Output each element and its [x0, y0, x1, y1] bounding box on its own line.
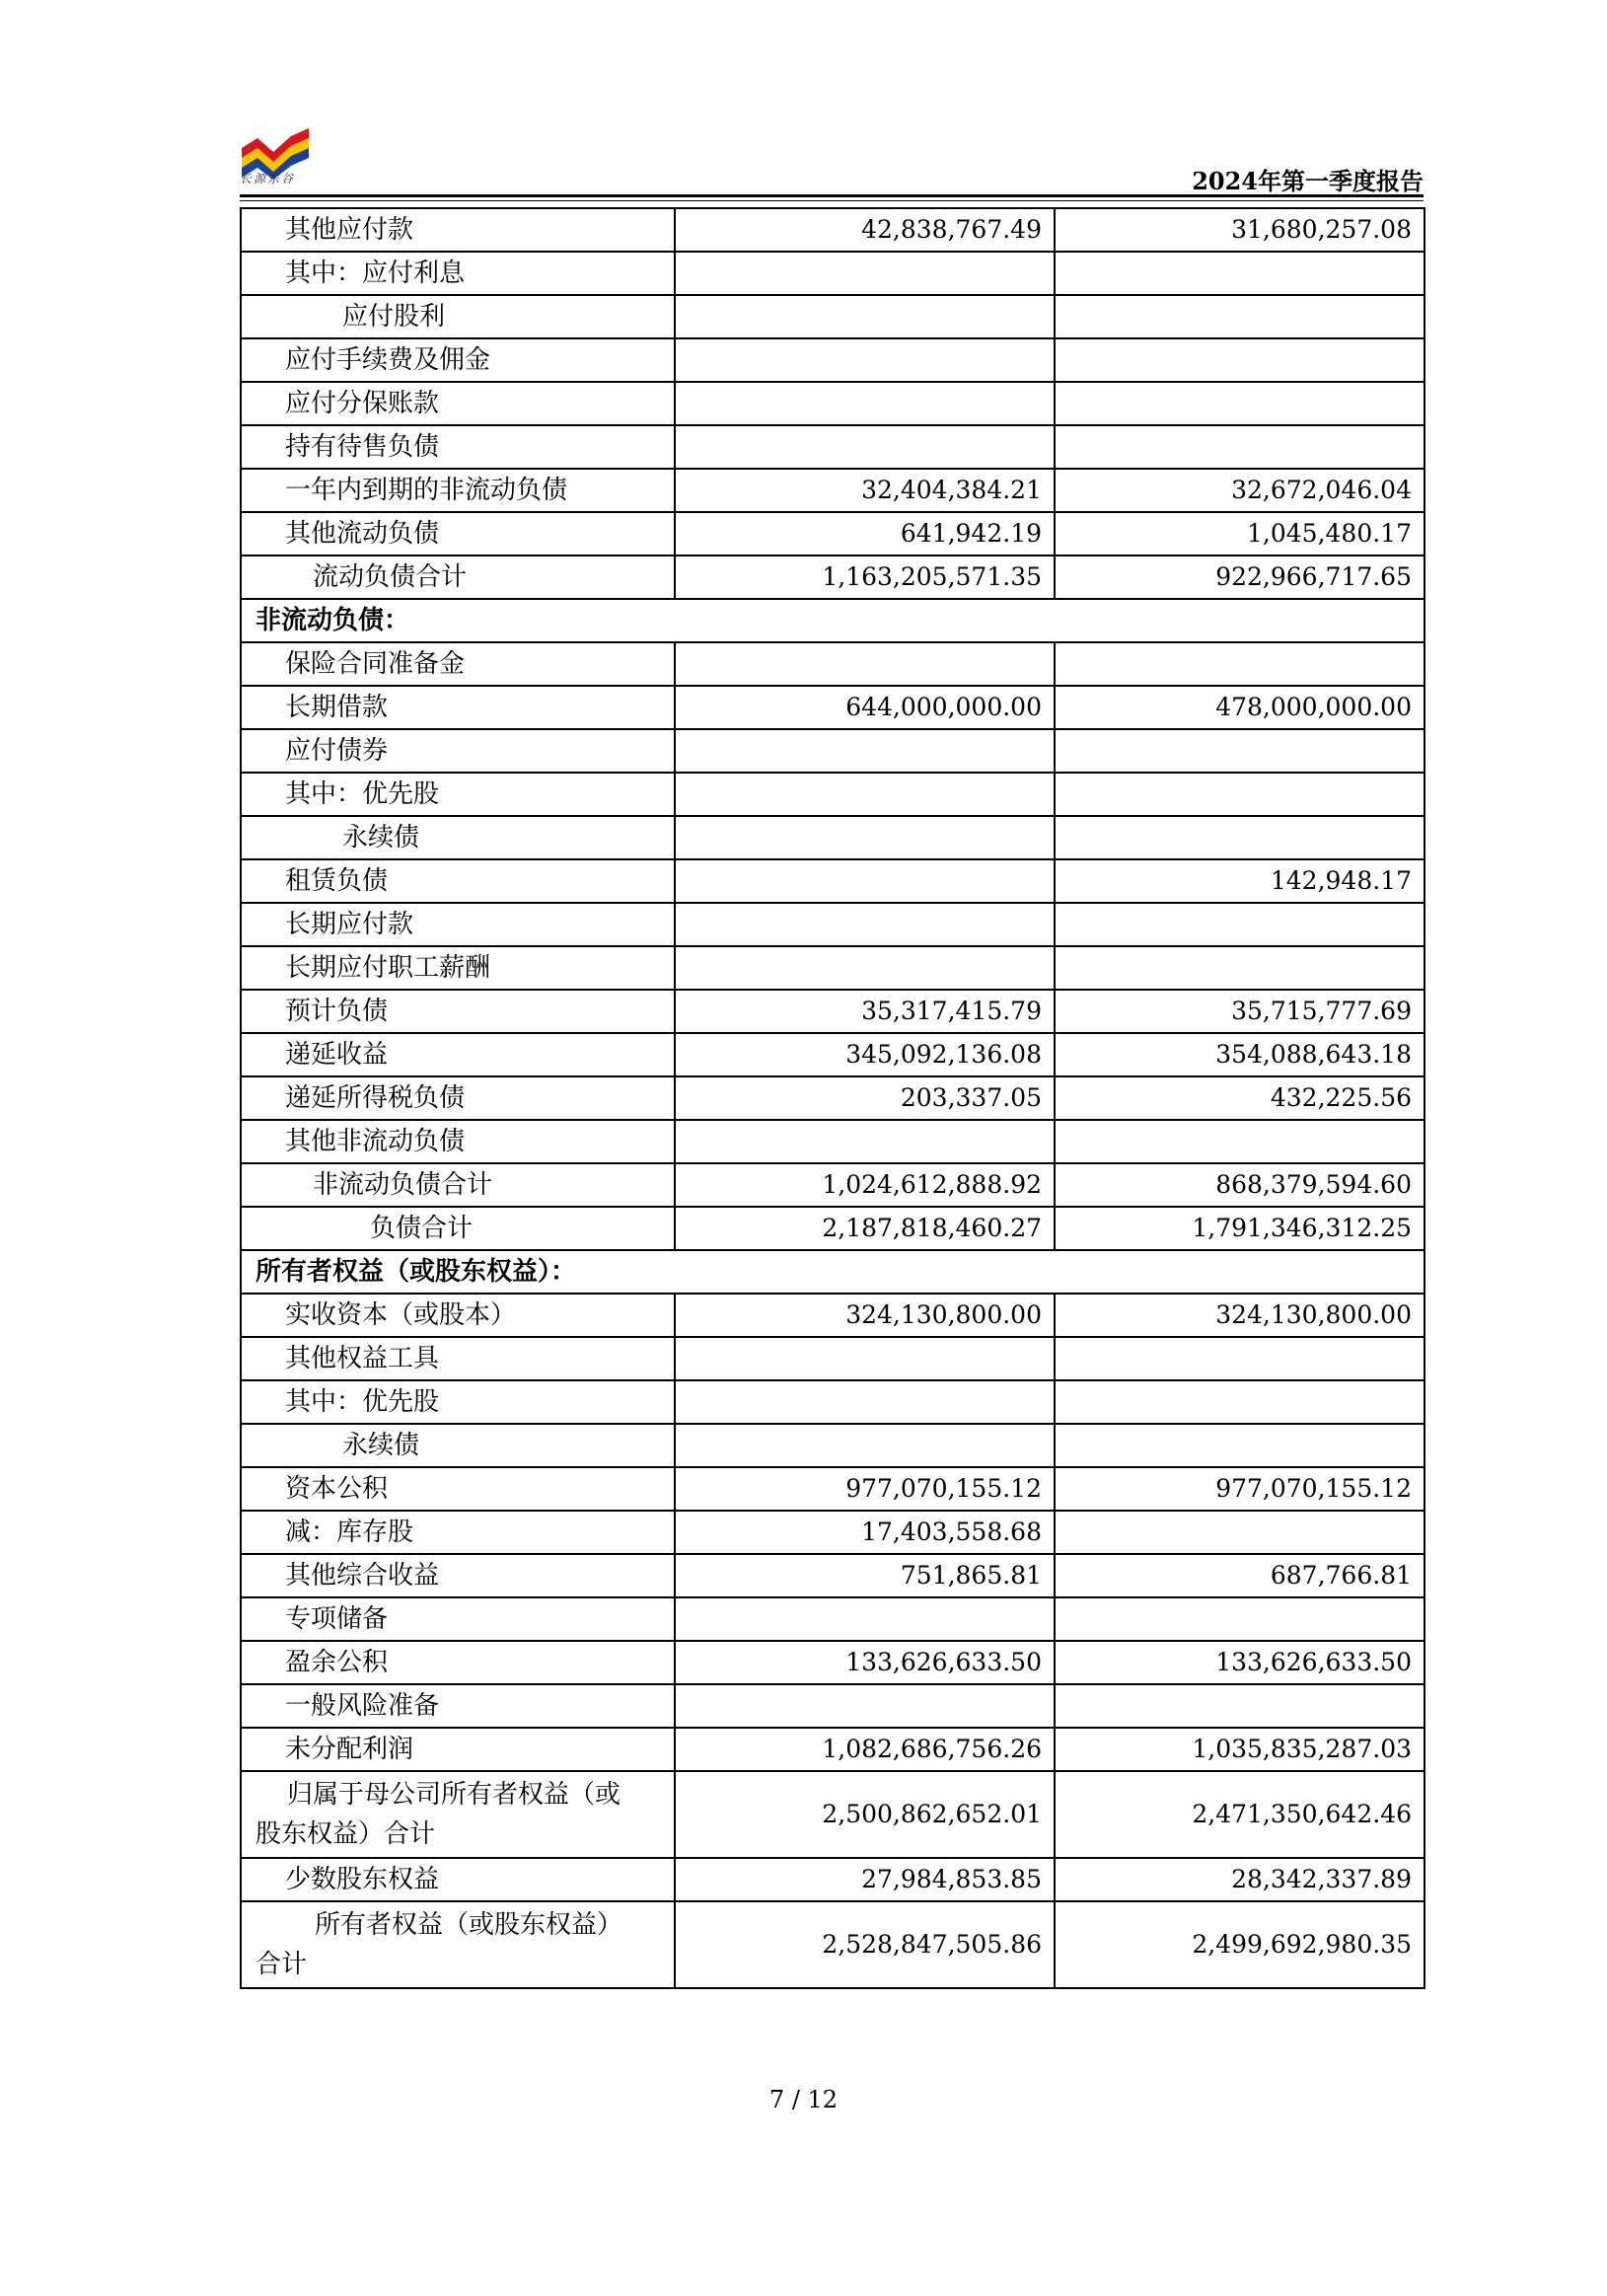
current-period-value: [675, 252, 1055, 295]
prior-period-value: 432,225.56: [1055, 1076, 1424, 1120]
section-row: [241, 599, 1424, 642]
item-label-line2: 合计: [256, 1950, 308, 1979]
item-label: [241, 1771, 675, 1858]
item-label: 预计负债: [241, 990, 675, 1033]
item-label: 应付分保账款: [241, 382, 675, 425]
prior-period-value: 478,000,000.00: [1055, 686, 1424, 729]
current-period-value: [675, 1597, 1055, 1641]
table-row: [241, 859, 1424, 903]
table-row: [241, 1033, 1424, 1076]
item-label: 长期应付职工薪酬: [241, 946, 675, 990]
prior-period-value: 977,070,155.12: [1055, 1467, 1424, 1511]
prior-period-value: [1055, 903, 1424, 946]
item-label-line2: 股东权益）合计: [256, 1819, 436, 1849]
table-row: [241, 1728, 1424, 1771]
table-row: [241, 773, 1424, 816]
prior-period-value: 28,342,337.89: [1055, 1858, 1424, 1901]
prior-period-value: [1055, 1337, 1424, 1380]
item-label: 减：库存股: [241, 1511, 675, 1554]
current-period-value: [675, 1424, 1055, 1467]
item-label: 其他权益工具: [241, 1337, 675, 1380]
prior-period-value: [1055, 425, 1424, 469]
prior-period-value: 1,035,835,287.03: [1055, 1728, 1424, 1771]
table-row: [241, 1467, 1424, 1511]
current-period-value: 133,626,633.50: [675, 1641, 1055, 1684]
prior-period-value: 868,379,594.60: [1055, 1163, 1424, 1207]
table-row: [241, 1380, 1424, 1424]
item-label: 未分配利润: [241, 1728, 675, 1771]
table-row: [241, 729, 1424, 773]
prior-period-value: [1055, 1597, 1424, 1641]
prior-period-value: 922,966,717.65: [1055, 555, 1424, 599]
table-row: [241, 425, 1424, 469]
item-label: 长期借款: [241, 686, 675, 729]
item-label: 少数股东权益: [241, 1858, 675, 1901]
prior-period-value: 354,088,643.18: [1055, 1033, 1424, 1076]
prior-period-value: [1055, 816, 1424, 859]
item-label: 实收资本（或股本）: [241, 1294, 675, 1337]
section-heading: 非流动负债：: [241, 599, 1424, 642]
table-row: [241, 469, 1424, 512]
item-label: 递延所得税负债: [241, 1076, 675, 1120]
item-label: 递延收益: [241, 1033, 675, 1076]
item-label: 应付手续费及佣金: [241, 338, 675, 382]
item-label: 非流动负债合计: [241, 1163, 675, 1207]
table-row: [241, 1337, 1424, 1380]
table-row: [241, 1771, 1424, 1858]
table-row: [241, 686, 1424, 729]
table-row: [241, 903, 1424, 946]
table-row: [241, 1207, 1424, 1250]
item-label: 其中：优先股: [241, 773, 675, 816]
header-rule: [240, 194, 1424, 201]
current-period-value: [675, 425, 1055, 469]
table-row: [241, 1858, 1424, 1901]
current-period-value: 27,984,853.85: [675, 1858, 1055, 1901]
current-period-value: 35,317,415.79: [675, 990, 1055, 1033]
prior-period-value: [1055, 295, 1424, 338]
current-period-value: 32,404,384.21: [675, 469, 1055, 512]
current-period-value: 2,500,862,652.01: [675, 1771, 1055, 1858]
current-period-value: [675, 1380, 1055, 1424]
prior-period-value: [1055, 1120, 1424, 1163]
item-label: 其他综合收益: [241, 1554, 675, 1597]
item-label: 负债合计: [241, 1207, 675, 1250]
item-label: 其他应付款: [241, 208, 675, 252]
prior-period-value: 142,948.17: [1055, 859, 1424, 903]
current-period-value: 203,337.05: [675, 1076, 1055, 1120]
prior-period-value: [1055, 946, 1424, 990]
item-label-line1: 所有者权益（或股东权益）: [315, 1910, 623, 1940]
current-period-value: 1,163,205,571.35: [675, 555, 1055, 599]
table-row: [241, 295, 1424, 338]
current-period-value: [675, 903, 1055, 946]
prior-period-value: 687,766.81: [1055, 1554, 1424, 1597]
current-period-value: 751,865.81: [675, 1554, 1055, 1597]
table-row: [241, 1554, 1424, 1597]
page-number: 7 / 12: [768, 2086, 839, 2113]
prior-period-value: [1055, 338, 1424, 382]
current-period-value: 324,130,800.00: [675, 1294, 1055, 1337]
prior-period-value: 1,045,480.17: [1055, 512, 1424, 555]
item-label: 其中：应付利息: [241, 252, 675, 295]
current-period-value: 644,000,000.00: [675, 686, 1055, 729]
table-row: [241, 1076, 1424, 1120]
current-period-value: [675, 1337, 1055, 1380]
prior-period-value: [1055, 729, 1424, 773]
table-row: [241, 642, 1424, 686]
item-label: 其他流动负债: [241, 512, 675, 555]
item-label: 持有待售负债: [241, 425, 675, 469]
current-period-value: [675, 946, 1055, 990]
current-period-value: [675, 773, 1055, 816]
current-period-value: [675, 642, 1055, 686]
table-row: [241, 1597, 1424, 1641]
table-row: [241, 382, 1424, 425]
prior-period-value: 1,791,346,312.25: [1055, 1207, 1424, 1250]
current-period-value: [675, 816, 1055, 859]
table-row: [241, 1684, 1424, 1728]
table-row: [241, 946, 1424, 990]
current-period-value: 1,024,612,888.92: [675, 1163, 1055, 1207]
section-heading: 所有者权益（或股东权益）：: [241, 1250, 1424, 1294]
table-row: [241, 338, 1424, 382]
report-title: 2024年第一季度报告: [1192, 167, 1424, 195]
prior-period-value: [1055, 1511, 1424, 1554]
item-label: 一般风险准备: [241, 1684, 675, 1728]
current-period-value: 1,082,686,756.26: [675, 1728, 1055, 1771]
current-period-value: 2,187,818,460.27: [675, 1207, 1055, 1250]
table-row: [241, 512, 1424, 555]
table-row: [241, 208, 1424, 252]
item-label: 一年内到期的非流动负债: [241, 469, 675, 512]
logo-text: 长源东谷: [240, 172, 296, 185]
current-period-value: [675, 295, 1055, 338]
current-period-value: 977,070,155.12: [675, 1467, 1055, 1511]
prior-period-value: 324,130,800.00: [1055, 1294, 1424, 1337]
item-label: 长期应付款: [241, 903, 675, 946]
current-period-value: 345,092,136.08: [675, 1033, 1055, 1076]
prior-period-value: [1055, 1380, 1424, 1424]
current-period-value: 641,942.19: [675, 512, 1055, 555]
table-row: [241, 1294, 1424, 1337]
current-period-value: 2,528,847,505.86: [675, 1901, 1055, 1988]
item-label-line1: 归属于母公司所有者权益（或: [287, 1780, 621, 1810]
item-label: 盈余公积: [241, 1641, 675, 1684]
prior-period-value: [1055, 773, 1424, 816]
prior-period-value: [1055, 382, 1424, 425]
table-row: [241, 555, 1424, 599]
item-label: 专项储备: [241, 1597, 675, 1641]
item-label: 资本公积: [241, 1467, 675, 1511]
current-period-value: [675, 1120, 1055, 1163]
current-period-value: [675, 382, 1055, 425]
prior-period-value: [1055, 1684, 1424, 1728]
item-label: 永续债: [241, 1424, 675, 1467]
prior-period-value: [1055, 642, 1424, 686]
item-label: 流动负债合计: [241, 555, 675, 599]
prior-period-value: 35,715,777.69: [1055, 990, 1424, 1033]
section-row: [241, 1250, 1424, 1294]
prior-period-value: [1055, 252, 1424, 295]
balance-sheet-table: [240, 207, 1425, 1989]
table-row: [241, 1511, 1424, 1554]
table-row: [241, 252, 1424, 295]
item-label: 其他非流动负债: [241, 1120, 675, 1163]
prior-period-value: [1055, 1424, 1424, 1467]
item-label: 应付债券: [241, 729, 675, 773]
item-label: 租赁负债: [241, 859, 675, 903]
table-row: [241, 1120, 1424, 1163]
item-label: [241, 1901, 675, 1988]
prior-period-value: 133,626,633.50: [1055, 1641, 1424, 1684]
item-label: 永续债: [241, 816, 675, 859]
item-label: 应付股利: [241, 295, 675, 338]
table-row: [241, 1641, 1424, 1684]
item-label: 其中：优先股: [241, 1380, 675, 1424]
current-period-value: [675, 338, 1055, 382]
item-label: 保险合同准备金: [241, 642, 675, 686]
table-row: [241, 990, 1424, 1033]
current-period-value: 42,838,767.49: [675, 208, 1055, 252]
table-row: [241, 816, 1424, 859]
prior-period-value: 2,471,350,642.46: [1055, 1771, 1424, 1858]
table-row: [241, 1163, 1424, 1207]
prior-period-value: 31,680,257.08: [1055, 208, 1424, 252]
current-period-value: [675, 729, 1055, 773]
table-row: [241, 1901, 1424, 1988]
prior-period-value: 2,499,692,980.35: [1055, 1901, 1424, 1988]
table-row: [241, 1424, 1424, 1467]
prior-period-value: 32,672,046.04: [1055, 469, 1424, 512]
current-period-value: [675, 1684, 1055, 1728]
current-period-value: 17,403,558.68: [675, 1511, 1055, 1554]
current-period-value: [675, 859, 1055, 903]
